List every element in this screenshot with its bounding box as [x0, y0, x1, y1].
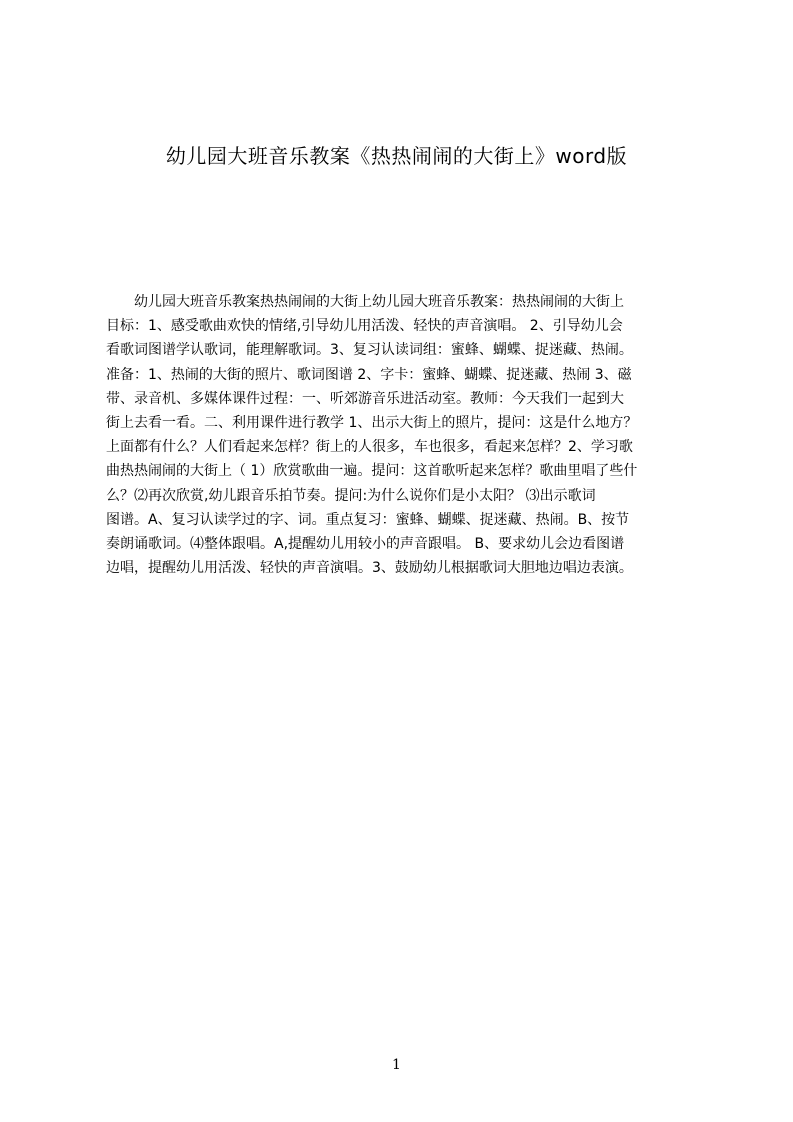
document-body	[106, 290, 698, 580]
body-line: 带、录音机、多媒体课件过程：一、听郊游音乐进活动室。教师：今天我们一起到大	[106, 390, 624, 407]
body-line: 图谱。A、复习认读学过的字、词。重点复习：蜜蜂、蝴蝶、捉迷藏、热闹。B、按节	[106, 511, 630, 528]
body-line: 么？⑵再次欣赏,幼儿跟音乐拍节奏。提问:为什么说你们是小太阳？ ⑶出示歌词	[106, 487, 596, 504]
page-number: 1	[392, 1057, 401, 1073]
document-title: 幼儿园大班音乐教案《热热闹闹的大街上》word版	[165, 144, 628, 168]
body-line: 幼儿园大班音乐教案热热闹闹的大街上幼儿园大班音乐教案：热热闹闹的大街上	[106, 294, 624, 310]
body-line: 目标：1、感受歌曲欢快的情绪,引导幼儿用活泼、轻快的声音演唱。 2、引导幼儿会	[106, 318, 623, 335]
body-line: 街上去看一看。二、利用课件进行教学 1、出示大街上的照片，提问：这是什么地方？	[106, 414, 638, 431]
body-line: 奏朗诵歌词。⑷整体跟唱。A,提醒幼儿用较小的声音跟唱。 B、要求幼儿会边看图谱	[106, 535, 625, 552]
body-line: 准备：1、热闹的大街的照片、歌词图谱 2、字卡：蜜蜂、蝴蝶、捉迷藏、热闹 3、磁	[106, 366, 632, 383]
body-line: 上面都有什么？人们看起来怎样？街上的人很多，车也很多，看起来怎样？2、学习歌	[106, 439, 633, 456]
body-line: 看歌词图谱学认歌词，能理解歌词。3、复习认读词组：蜜蜂、蝴蝶、捉迷藏、热闹。	[106, 342, 633, 359]
body-line: 曲热热闹闹的大街上（ 1）欣赏歌曲一遍。提问：这首歌听起来怎样？歌曲里唱了些什	[106, 463, 638, 480]
body-line: 边唱，提醒幼儿用活泼、轻快的声音演唱。3、鼓励幼儿根据歌词大胆地边唱边表演。	[106, 560, 633, 577]
